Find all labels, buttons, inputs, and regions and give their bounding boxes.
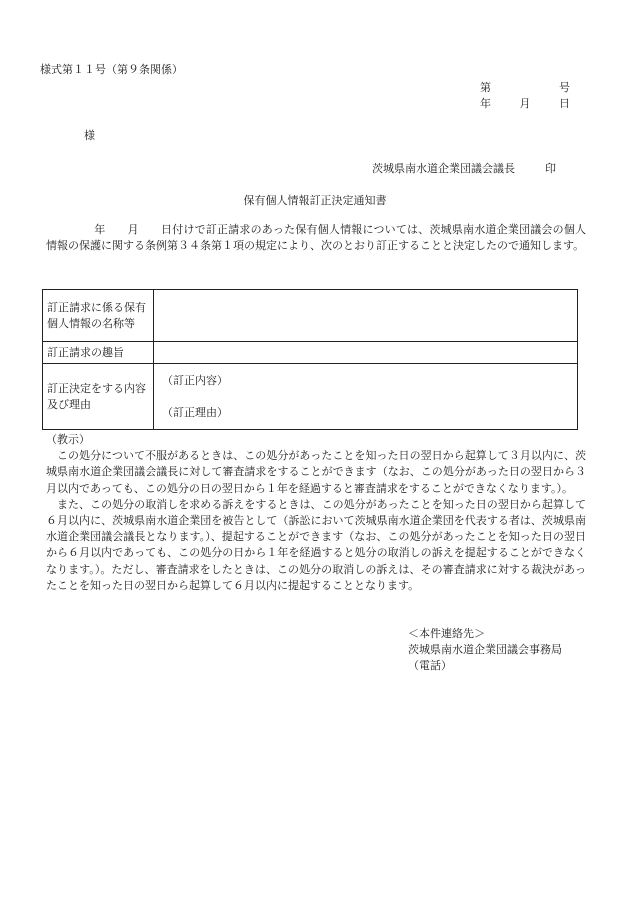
row-label-info-name: 訂正請求に係る保有個人情報の名称等 [43, 290, 154, 342]
row-value-info-name [154, 290, 578, 342]
row-value-purpose [154, 342, 578, 364]
sender-name: 茨城県南水道企業団議会議長 [372, 162, 515, 175]
intro-year: 年 [94, 223, 106, 236]
document-title: 保有個人情報訂正決定通知書 [243, 194, 387, 207]
document-date [480, 96, 570, 112]
document-number-block [480, 80, 570, 112]
addressee: 様 [84, 129, 95, 142]
contact-label: ＜本件連絡先＞ [408, 627, 485, 640]
intro-paragraph [46, 222, 586, 254]
doc-number-prefix: 第 [480, 81, 491, 94]
contact-office: 茨城県南水道企業団議会事務局 [408, 643, 562, 656]
document-number [480, 80, 570, 96]
date-day: 日 [559, 97, 570, 110]
contact-phone: （電話） [408, 659, 452, 672]
row-label-purpose: 訂正請求の趣旨 [43, 342, 154, 364]
doc-number-suffix: 号 [559, 81, 570, 94]
correction-content-label: （訂正内容） [162, 373, 228, 387]
contact-block [408, 626, 562, 674]
intro-month: 月 [127, 223, 139, 236]
notice-section [46, 432, 586, 594]
form-number: 様式第１１号（第９条関係） [40, 63, 183, 76]
notice-heading: （教示） [46, 433, 90, 446]
table-row [43, 342, 578, 364]
date-year: 年 [480, 97, 491, 110]
notice-paragraph-2: また、この処分の取消しを求める訴えをするときは、この処分があったことを知った日の翌日から起算して６月以内に、茨城県南水道企業団を被告として（訴訟において茨城県南水道企業団を代表する者は、茨城県南水道企業団議会議長となります。）、提起することができます（なお、この処分があったことを知った日の翌日から６月以内であっても、この処分の日から１年を経過すると処分の取消しの訴えを提起することができなくなります。）。ただし、審査請求をしたときは、この処分の取消しの訴えは、その審査請求に対する裁決があったことを知った日の翌日から起算して６月以内に提起することとなります。 [46, 497, 586, 592]
table-row [43, 364, 578, 430]
notice-paragraph-1: この処分について不服があるときは、この処分があったことを知った日の翌日から起算して３月以内に、茨城県南水道企業団議会議長に対して審査請求をすることができます（なお、この処分があった日の翌日から３月以内であっても、この処分の日の翌日から１年を経過すると審査請求をすることができなくなります。）。 [46, 449, 586, 495]
row-label-decision: 訂正決定をする内容及び理由 [43, 364, 154, 430]
correction-reason-label: （訂正理由） [162, 405, 228, 419]
table-row [43, 290, 578, 342]
sender [372, 161, 556, 177]
date-month: 月 [519, 97, 531, 110]
row-value-decision [154, 364, 578, 430]
seal-mark: 印 [545, 162, 556, 175]
intro-text: 日付けで訂正請求のあった保有個人情報については、茨城県南水道企業団議会の個人情報の保護に関する条例第３４条第１項の規定により、次のとおり訂正することと決定したので通知します。 [46, 223, 587, 252]
correction-table [42, 289, 578, 430]
